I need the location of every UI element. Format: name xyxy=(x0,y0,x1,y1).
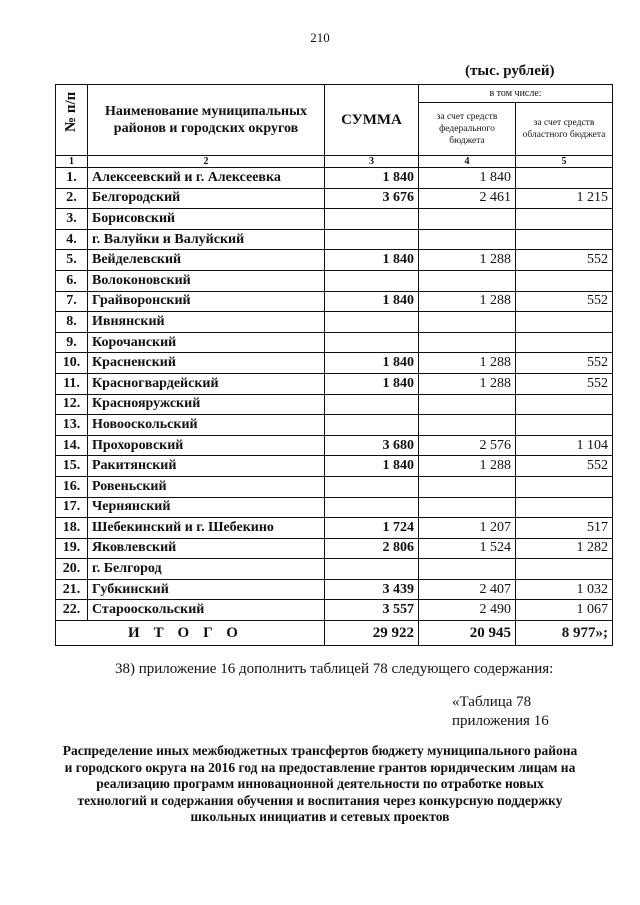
row-regional xyxy=(516,229,613,250)
row-sum xyxy=(325,394,419,415)
table-row xyxy=(56,250,613,271)
row-regional: 1 282 xyxy=(516,538,613,559)
row-name: Губкинский xyxy=(88,579,325,600)
table-row xyxy=(56,229,613,250)
row-sum: 1 724 xyxy=(325,518,419,539)
row-federal xyxy=(419,394,516,415)
header-name: Наименование муниципальных районов и городских округов xyxy=(88,85,325,156)
row-name: Шебекинский и г. Шебекино xyxy=(88,518,325,539)
row-number: 22. xyxy=(56,600,88,621)
row-regional: 552 xyxy=(516,250,613,271)
row-federal xyxy=(419,415,516,436)
table-row xyxy=(56,476,613,497)
row-number: 7. xyxy=(56,291,88,312)
row-federal xyxy=(419,476,516,497)
row-federal: 1 288 xyxy=(419,250,516,271)
row-federal: 2 490 xyxy=(419,600,516,621)
row-federal: 1 288 xyxy=(419,353,516,374)
row-regional xyxy=(516,476,613,497)
column-number: 5 xyxy=(516,156,613,168)
row-federal xyxy=(419,229,516,250)
row-sum: 1 840 xyxy=(325,168,419,189)
row-name: Ракитянский xyxy=(88,456,325,477)
row-regional xyxy=(516,332,613,353)
row-name: Грайворонский xyxy=(88,291,325,312)
row-sum xyxy=(325,332,419,353)
row-regional: 552 xyxy=(516,456,613,477)
row-regional xyxy=(516,559,613,580)
table-row xyxy=(56,394,613,415)
table-row xyxy=(56,373,613,394)
total-regional: 8 977»; xyxy=(516,621,613,646)
row-sum xyxy=(325,476,419,497)
row-federal: 2 407 xyxy=(419,579,516,600)
row-number: 2. xyxy=(56,188,88,209)
header-including: в том числе: xyxy=(419,85,613,103)
row-number: 12. xyxy=(56,394,88,415)
table-row xyxy=(56,353,613,374)
row-name: Борисовский xyxy=(88,209,325,230)
row-number: 17. xyxy=(56,497,88,518)
row-name: г. Белгород xyxy=(88,559,325,580)
row-number: 11. xyxy=(56,373,88,394)
row-federal: 1 840 xyxy=(419,168,516,189)
row-federal: 2 576 xyxy=(419,435,516,456)
column-number: 3 xyxy=(325,156,419,168)
header-federal: за счет средств федерального бюджета xyxy=(419,102,516,155)
total-label: ИТОГО xyxy=(56,621,325,646)
row-federal: 1 207 xyxy=(419,518,516,539)
row-sum: 1 840 xyxy=(325,373,419,394)
row-number: 18. xyxy=(56,518,88,539)
table-row xyxy=(56,332,613,353)
table-row xyxy=(56,538,613,559)
row-regional xyxy=(516,394,613,415)
table-row xyxy=(56,312,613,333)
row-number: 16. xyxy=(56,476,88,497)
row-federal: 1 288 xyxy=(419,456,516,477)
row-number: 13. xyxy=(56,415,88,436)
row-number: 9. xyxy=(56,332,88,353)
row-regional xyxy=(516,415,613,436)
row-name: Чернянский xyxy=(88,497,325,518)
total-sum: 29 922 xyxy=(325,621,419,646)
row-name: Красненский xyxy=(88,353,325,374)
table-ref-line: «Таблица 78 xyxy=(452,694,532,710)
row-name: Белгородский xyxy=(88,188,325,209)
table-row xyxy=(56,497,613,518)
row-federal: 1 524 xyxy=(419,538,516,559)
row-number: 20. xyxy=(56,559,88,580)
row-sum xyxy=(325,559,419,580)
header-num: № п/п xyxy=(56,85,88,156)
column-numbers-row xyxy=(56,156,613,168)
row-name: Волоконовский xyxy=(88,270,325,291)
row-federal xyxy=(419,332,516,353)
row-sum xyxy=(325,229,419,250)
row-sum xyxy=(325,270,419,291)
row-sum xyxy=(325,415,419,436)
column-number: 2 xyxy=(88,156,325,168)
row-name: Краснояружский xyxy=(88,394,325,415)
row-number: 10. xyxy=(56,353,88,374)
row-name: Ровеньский xyxy=(88,476,325,497)
row-federal xyxy=(419,270,516,291)
table-row xyxy=(56,435,613,456)
table-row xyxy=(56,579,613,600)
row-sum: 1 840 xyxy=(325,250,419,271)
row-regional: 1 215 xyxy=(516,188,613,209)
row-sum xyxy=(325,312,419,333)
row-sum: 1 840 xyxy=(325,291,419,312)
row-regional xyxy=(516,497,613,518)
row-regional xyxy=(516,168,613,189)
table-row xyxy=(56,600,613,621)
column-number: 1 xyxy=(56,156,88,168)
row-sum xyxy=(325,209,419,230)
row-number: 6. xyxy=(56,270,88,291)
row-name: Яковлевский xyxy=(88,538,325,559)
table-row xyxy=(56,168,613,189)
row-sum xyxy=(325,497,419,518)
row-federal xyxy=(419,209,516,230)
row-name: Ивнянский xyxy=(88,312,325,333)
row-sum: 3 676 xyxy=(325,188,419,209)
table-row xyxy=(56,456,613,477)
row-number: 5. xyxy=(56,250,88,271)
row-sum: 1 840 xyxy=(325,456,419,477)
row-number: 8. xyxy=(56,312,88,333)
row-name: Красногвардейский xyxy=(88,373,325,394)
row-sum: 2 806 xyxy=(325,538,419,559)
column-number: 4 xyxy=(419,156,516,168)
table-row xyxy=(56,209,613,230)
total-federal: 20 945 xyxy=(419,621,516,646)
row-number: 1. xyxy=(56,168,88,189)
row-name: Прохоровский xyxy=(88,435,325,456)
row-regional xyxy=(516,270,613,291)
row-regional: 552 xyxy=(516,353,613,374)
header-regional: за счет средств областного бюджета xyxy=(516,102,613,155)
table-reference xyxy=(452,693,549,731)
row-federal: 2 461 xyxy=(419,188,516,209)
row-sum: 3 680 xyxy=(325,435,419,456)
row-number: 3. xyxy=(56,209,88,230)
row-regional: 1 032 xyxy=(516,579,613,600)
units-label: (тыс. рублей) xyxy=(465,63,555,79)
row-number: 15. xyxy=(56,456,88,477)
table-row xyxy=(56,291,613,312)
row-federal: 1 288 xyxy=(419,373,516,394)
table-row xyxy=(56,559,613,580)
row-regional: 1 104 xyxy=(516,435,613,456)
row-name: Корочанский xyxy=(88,332,325,353)
row-number: 21. xyxy=(56,579,88,600)
row-name: Старооскольский xyxy=(88,600,325,621)
table-row xyxy=(56,188,613,209)
budget-table xyxy=(55,84,613,646)
row-federal xyxy=(419,497,516,518)
table-ref-line: приложения 16 xyxy=(452,713,549,729)
document-title: Распределение иных межбюджетных трансфертов бюджету муниципального района и городского округа на 2016 год на предоставление грантов юридическим лицам на реализацию программ инновационной деятельности по отработке новых технологий и содержания обучения и воспитания через конкурсную поддержку школьных инициатив и сетевых проектов xyxy=(62,743,578,824)
row-sum: 3 557 xyxy=(325,600,419,621)
row-regional: 552 xyxy=(516,291,613,312)
row-regional xyxy=(516,312,613,333)
header-sum: СУММА xyxy=(325,85,419,156)
row-number: 19. xyxy=(56,538,88,559)
total-row xyxy=(56,621,613,646)
row-federal: 1 288 xyxy=(419,291,516,312)
table-row xyxy=(56,518,613,539)
table-row xyxy=(56,415,613,436)
row-sum: 1 840 xyxy=(325,353,419,374)
row-sum: 3 439 xyxy=(325,579,419,600)
row-number: 4. xyxy=(56,229,88,250)
amendment-text: 38) приложение 16 дополнить таблицей 78 следующего содержания: xyxy=(115,661,554,677)
row-regional: 552 xyxy=(516,373,613,394)
row-name: Алексеевский и г. Алексеевка xyxy=(88,168,325,189)
row-federal xyxy=(419,312,516,333)
table-row xyxy=(56,270,613,291)
row-name: Новооскольский xyxy=(88,415,325,436)
row-name: Вейделевский xyxy=(88,250,325,271)
row-regional xyxy=(516,209,613,230)
row-regional: 517 xyxy=(516,518,613,539)
row-federal xyxy=(419,559,516,580)
row-name: г. Валуйки и Валуйский xyxy=(88,229,325,250)
row-number: 14. xyxy=(56,435,88,456)
page-number: 210 xyxy=(310,30,330,45)
row-regional: 1 067 xyxy=(516,600,613,621)
